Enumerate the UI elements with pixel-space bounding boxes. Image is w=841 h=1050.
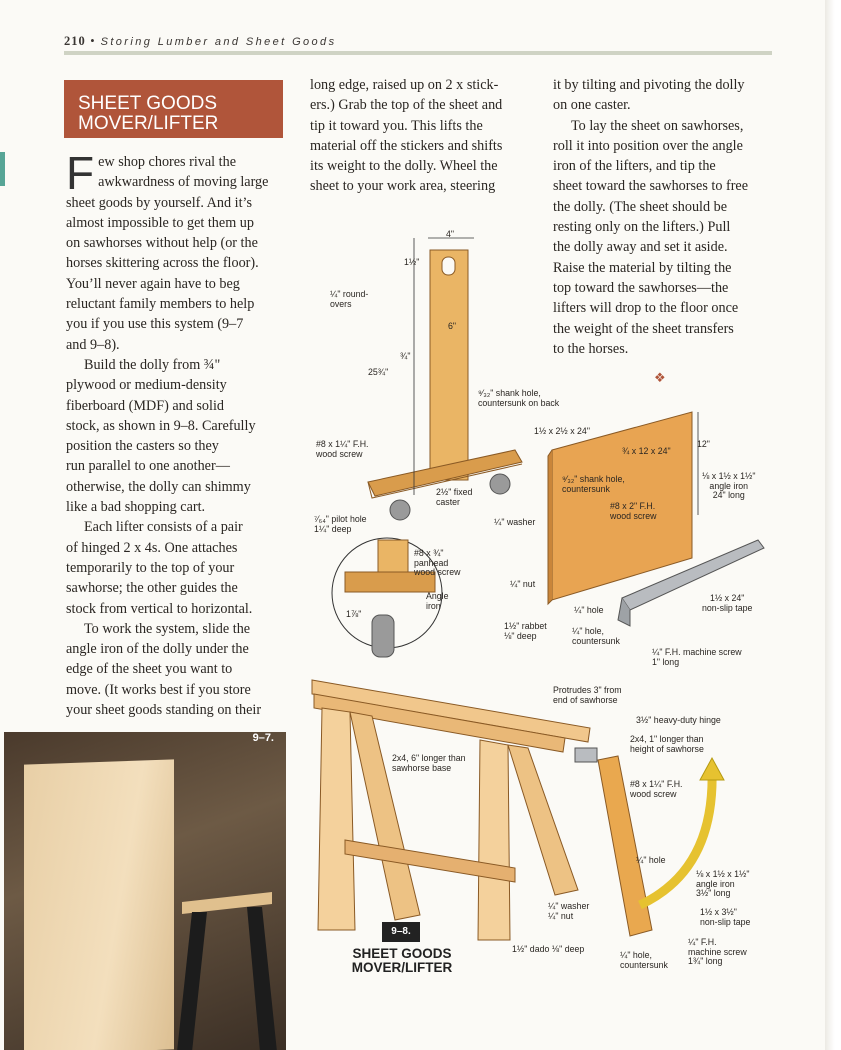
callout-label: #8 x 2" F.H. wood screw [610,501,657,521]
text-line: the dolly away and set it aside. [553,239,728,256]
callout-label: 1½ x 3½" non-slip tape [700,907,751,927]
text-line: top toward the sawhorses—the [553,279,729,296]
caster-wheel [490,474,510,494]
photo-9-7 [4,732,286,1050]
callout-label: ¼" F.H. machine screw 1¾" long [688,937,747,967]
text-line: To work the system, slide the [84,620,251,637]
text-line: like a bad shopping cart. [66,499,206,516]
text-line: Raise the material by tilting the [553,259,732,276]
photo-figure-tag: 9–7. [252,732,274,744]
dim-label: 4" [446,229,455,239]
text-line: resting only on the lifters.) Pull [553,219,731,236]
text-line: angle iron of the dolly under the [66,641,249,658]
page-number: 210 [64,34,86,48]
callout-label: ¼" hole [574,605,604,615]
callout-label: ⅛ x 1½ x 1½" angle iron 24" long [702,471,756,501]
text-line: the weight of the sheet transfers [553,320,734,337]
callout-label: 1½" dado ⅛" deep [512,944,585,954]
text-line: sheet toward the sawhorses to free [553,178,749,195]
text-line: Each lifter consists of a pair [84,519,243,536]
callout-label: Protrudes 3" from end of sawhorse [553,685,622,705]
text-line: iron of the lifters, and tip the [553,158,716,175]
text-line: Build the dolly from ¾" [84,356,221,373]
sidebar-title-line2: MOVER/LIFTER [78,113,219,134]
sawhorse-leg [508,745,578,895]
text-line: sheet to your work area, steering [310,178,496,195]
text-line: reluctant family members to help [66,296,255,313]
text-line: edge of the sheet you want to [66,661,233,678]
callout-label: #8 x 1¼" F.H. wood screw [630,779,683,799]
callout-label: ¼" washer [494,517,536,527]
photo-sawhorse [172,882,282,1050]
text-line: You’ll never again have to beg [66,275,240,292]
callout-label: ⅛ x 1½ x 1½" angle iron 3½" long [696,869,750,899]
callout-label: 1½ x 2½ x 24" [534,426,590,436]
header-bullet: • [90,34,97,48]
text-line: the dolly. (The sheet should be [553,198,728,215]
caption-line: SHEET GOODS [352,946,452,961]
text-line: almost impossible to get them up [66,214,254,231]
callout-label: ¼" hole, countersunk [572,626,620,646]
callout-label: 1½ x 24" non-slip tape [702,593,753,613]
callout-label: ¼" washer ¼" nut [548,901,590,921]
dim-label: 1½" [404,257,420,267]
text-line: stock from vertical to horizontal. [66,600,253,617]
text-line: awkwardness of moving large [98,174,269,191]
text-line: to the horses. [553,340,629,357]
drop-cap: F [66,147,95,199]
text-line: position the casters so they [66,438,219,455]
text-line: To lay the sheet on sawhorses, [571,117,744,134]
sawhorse-leg [318,708,355,930]
text-line: horses skittering across the floor). [66,255,259,272]
callout-label: ¼" hole, countersunk [620,950,668,970]
callout-label: ⁹⁄₃₂" shank hole, countersunk on back [478,388,560,408]
text-line: tip it toward you. This lifts the [310,117,483,134]
callout-label: ¼" round- overs [330,289,369,309]
text-line: material off the stickers and shifts [310,137,503,154]
dim-label: ¾" [400,351,411,361]
text-line: on one caster. [553,97,631,114]
sawhorse-leg [350,712,420,920]
figure-number-badge: 9–8. [382,922,420,942]
text-line: roll it into position over the angle [553,137,743,154]
callout-label: ¾ x 12 x 24" [622,446,671,456]
text-line: and 9–8). [66,336,120,353]
callout-label: 2x4, 6" longer than sawhorse base [392,753,466,773]
text-line: it by tilting and pivoting the dolly [553,77,745,93]
photo-sheet-goods [24,759,174,1050]
text-line: lifters will drop to the floor once [553,300,739,317]
callout-label: 3½" heavy-duty hinge [636,715,721,725]
callout-label: Angle iron [426,591,449,611]
callout-label: ¼" nut [510,579,536,589]
text-line: temporarily to the top of your [66,559,235,576]
text-line: move. (It works best if you store [66,681,251,698]
sidebar-title-line1: SHEET GOODS [78,93,218,114]
dim-label: 1⅞" [346,609,362,619]
callout-label: ⁷⁄₆₄" pilot hole 1¼" deep [314,514,367,534]
callout-label: ¼" hole [636,855,666,865]
text-line: ew shop chores rival the [98,154,237,170]
text-line: stock, as shown in 9–8. Carefully [66,417,256,434]
text-line: its weight to the dolly. Wheel the [310,158,498,175]
figure-caption [343,947,461,975]
text-line: ers.) Grab the top of the sheet and [310,97,503,114]
text-line: otherwise, the dolly can shimmy [66,478,251,495]
detail-caster [372,615,394,657]
caption-line: MOVER/LIFTER [351,960,453,975]
callout-label: 1½" rabbet ⅛" deep [504,621,547,641]
text-line: fiberboard (MDF) and solid [66,397,225,414]
section-end-ornament: ❖ [654,370,666,385]
dim-label: 12" [697,439,710,449]
text-line: you if you use this system (9–7 [66,316,244,333]
callout-label: ¼" F.H. machine screw 1" long [652,647,742,667]
callout-label: 2x4, 1" longer than height of sawhorse [630,734,704,754]
sawhorse-leg [478,740,510,940]
callout-label: 2½" fixed caster [436,487,473,507]
text-line: long edge, raised up on 2 x stick- [310,77,499,93]
dolly-upright [430,250,468,480]
dim-label: 6" [448,321,457,331]
chapter-title: Storing Lumber and Sheet Goods [100,36,337,48]
text-line: sawhorse; the other guides the [66,580,238,597]
dim-label: 25¾" [368,367,389,377]
handle-hole [442,257,455,275]
hinge [575,748,597,762]
caster-wheel [390,500,410,520]
text-line: sheet goods by yourself. And it’s [66,194,253,211]
callout-label: #8 x 1¼" F.H. wood screw [316,439,369,459]
callout-label: #8 x ¾" panhead wood screw [414,548,461,578]
text-line: your sheet goods standing on their [66,702,262,719]
text-line: on sawhorses without help (or the [66,235,258,252]
text-line: run parallel to one another— [66,458,230,475]
text-line: of hinged 2 x 4s. One attaches [66,539,238,556]
callout-label: ⁹⁄₃₂" shank hole, countersunk [562,474,625,494]
text-line: plywood or medium-density [66,377,227,394]
